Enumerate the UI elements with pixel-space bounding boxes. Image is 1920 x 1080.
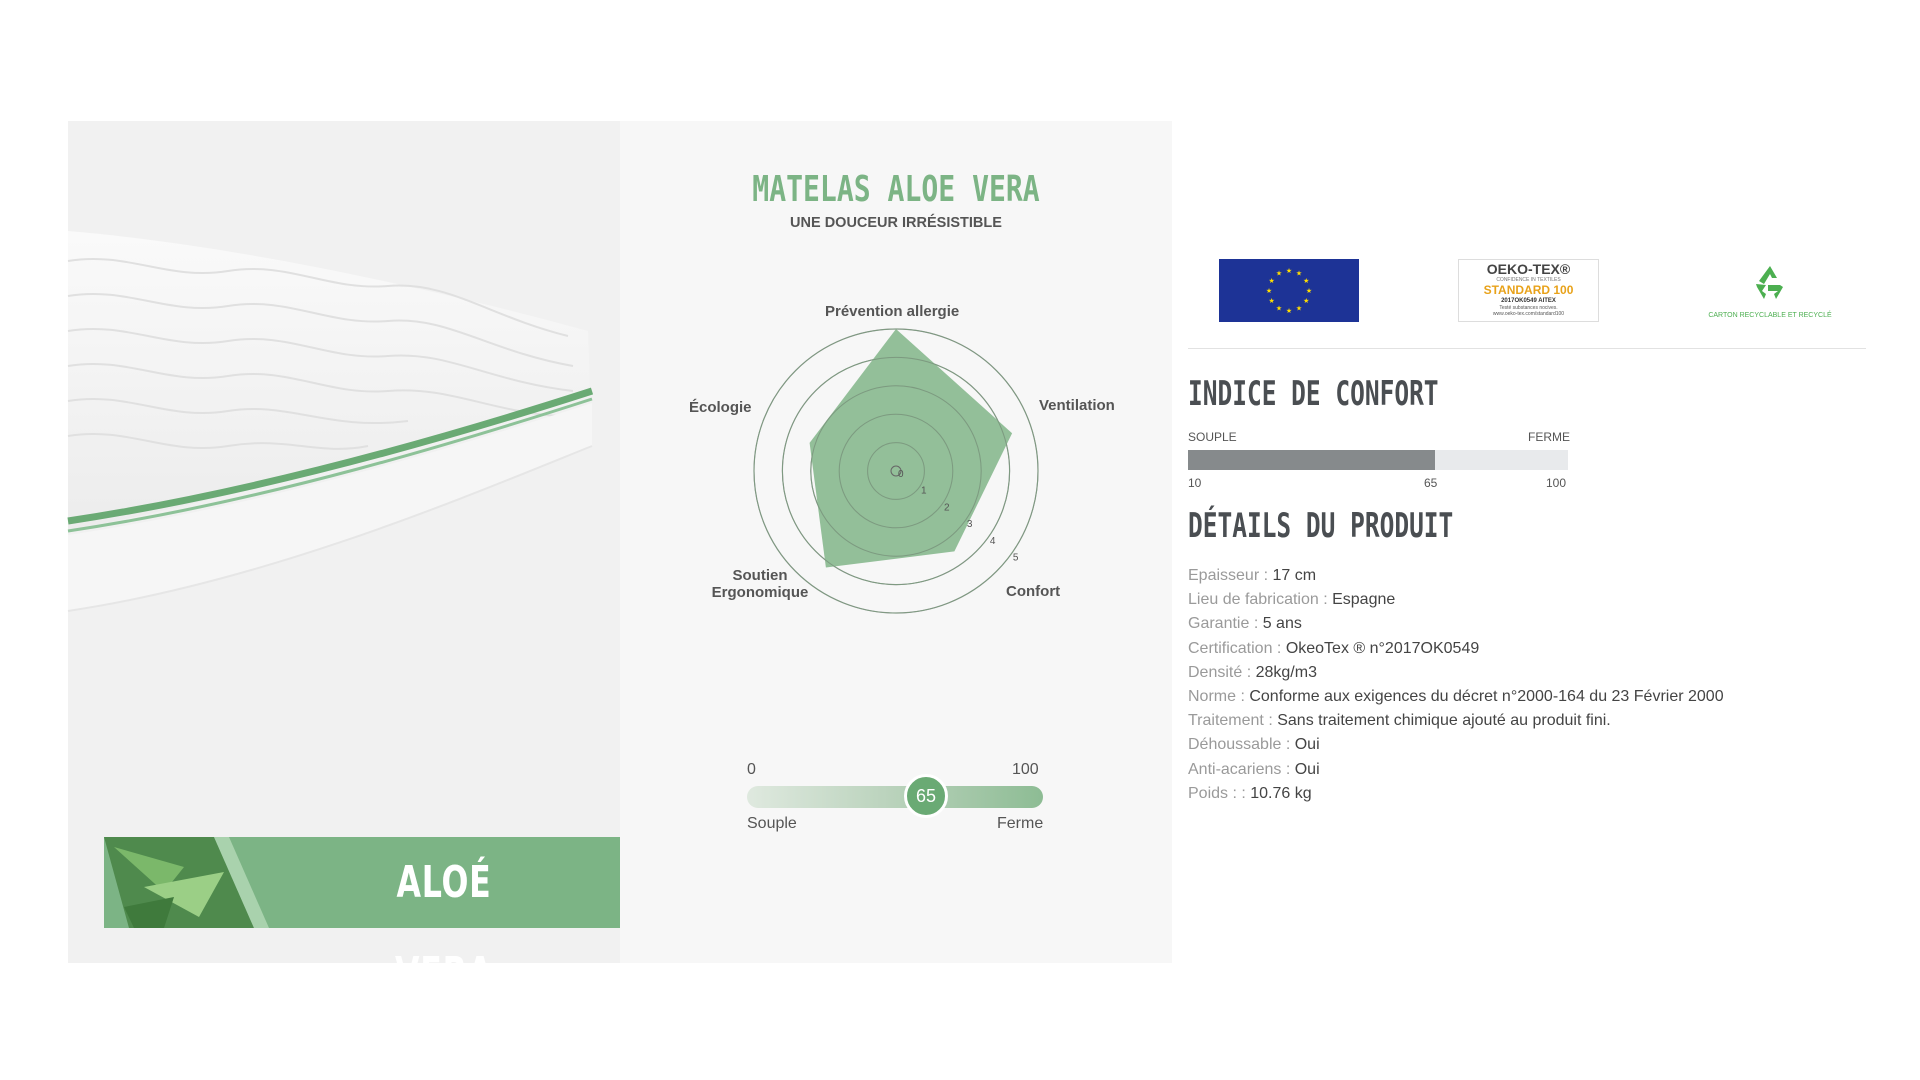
infographic-title: MATELAS ALOE VERA <box>752 169 1040 210</box>
detail-value: 10.76 kg <box>1250 784 1312 802</box>
detail-row <box>1188 612 1724 636</box>
radar-label-ventilation: Ventilation <box>1039 397 1115 414</box>
radar-scale-label: 2 <box>943 502 950 514</box>
comfort-title: INDICE DE CONFORT <box>1188 374 1439 414</box>
radar-label-soutien <box>700 567 820 601</box>
radar-label-soutien-line2: Ergonomique <box>711 584 809 601</box>
firmness-slider-track <box>747 786 1043 808</box>
comfort-max: 100 <box>1546 476 1567 490</box>
detail-label: Déhoussable : <box>1188 736 1295 754</box>
comfort-left-label: SOUPLE <box>1188 430 1237 444</box>
product-image-panel <box>68 121 620 999</box>
detail-value: 17 cm <box>1272 567 1317 584</box>
eu-star: ★ <box>1265 288 1273 295</box>
eu-star: ★ <box>1295 270 1303 278</box>
product-name: ALOÉ VERA <box>395 857 493 999</box>
radar-scale-label: 4 <box>989 535 996 547</box>
detail-value: OkeoTex ® n°2017OK0549 <box>1285 639 1480 657</box>
detail-value: Conforme aux exigences du décret n°2000-164 du 23 Février 2000 <box>1249 687 1724 705</box>
eu-star: ★ <box>1305 288 1313 295</box>
radar-label-ecologie: Écologie <box>689 399 752 416</box>
eu-star: ★ <box>1303 298 1310 305</box>
eu-star: ★ <box>1285 308 1293 315</box>
slider-max-value: 100 <box>1012 761 1039 778</box>
oeko-tagline: CONFIDENCE IN TEXTILES <box>1496 277 1561 283</box>
oeko-url: www.oeko-tex.com/standard100 <box>1492 311 1565 317</box>
eu-flag-logo <box>1219 259 1359 322</box>
detail-row <box>1188 733 1724 757</box>
radar-label-confort: Confort <box>1006 583 1061 600</box>
detail-value: 5 ans <box>1262 615 1302 633</box>
detail-value: Oui <box>1294 760 1320 778</box>
detail-label: Densité : <box>1188 663 1256 681</box>
oeko-number: 2017OK0549 AITEX <box>1501 298 1556 304</box>
radar-scale-label: 5 <box>1012 552 1019 564</box>
slider-min-value: 0 <box>747 761 756 778</box>
divider <box>1188 348 1866 349</box>
eu-star: ★ <box>1295 305 1303 313</box>
detail-label: Poids : : <box>1188 784 1251 802</box>
detail-value: Oui <box>1294 736 1320 754</box>
oeko-tex-label <box>1458 259 1599 322</box>
product-name-band <box>104 837 620 999</box>
detail-label: Anti-acariens : <box>1188 760 1295 778</box>
recycle-icon <box>1750 263 1790 303</box>
details-title: DÉTAILS DU PRODUIT <box>1188 506 1454 546</box>
detail-row <box>1188 588 1724 612</box>
oeko-tested: Testé substances nocives. <box>1499 305 1558 311</box>
detail-label: Certification : <box>1188 639 1286 657</box>
infographic-subtitle: UNE DOUCEUR IRRÉSISTIBLE <box>790 215 1002 231</box>
recycle-logo <box>1690 259 1850 322</box>
eu-star: ★ <box>1275 305 1283 313</box>
comfort-min: 10 <box>1188 476 1202 490</box>
slider-right-label: Ferme <box>997 815 1044 832</box>
detail-row <box>1188 637 1724 661</box>
detail-label: Traitement : <box>1188 712 1278 730</box>
detail-row <box>1188 709 1724 733</box>
eu-star: ★ <box>1303 278 1310 285</box>
detail-label: Lieu de fabrication : <box>1188 591 1333 609</box>
infographic-panel <box>620 121 1172 963</box>
eu-star: ★ <box>1268 298 1275 305</box>
detail-row <box>1188 758 1724 782</box>
comfort-value: 65 <box>1424 476 1438 490</box>
oeko-brand: OEKO-TEX® <box>1486 261 1571 277</box>
radar-label-prevention: Prévention allergie <box>825 303 960 320</box>
eu-star: ★ <box>1275 270 1283 278</box>
comfort-right-label: FERME <box>1528 430 1570 444</box>
radar-scale-label: 3 <box>966 519 973 531</box>
detail-label: Norme : <box>1188 687 1250 705</box>
detail-label: Garantie : <box>1188 615 1263 633</box>
radar-chart <box>620 301 1172 641</box>
eu-star: ★ <box>1285 268 1293 275</box>
radar-label-soutien-line1: Soutien <box>732 567 788 584</box>
detail-row <box>1188 661 1724 685</box>
detail-value: 28kg/m3 <box>1255 663 1317 681</box>
slider-left-label: Souple <box>747 815 797 832</box>
detail-row <box>1188 564 1724 588</box>
details-list <box>1188 564 1724 806</box>
eu-star: ★ <box>1268 278 1275 285</box>
detail-row <box>1188 782 1724 806</box>
detail-value: Espagne <box>1332 591 1396 609</box>
radar-polygon <box>810 329 1013 568</box>
aloe-leaf-image <box>104 837 264 928</box>
oeko-standard: STANDARD 100 <box>1483 283 1574 297</box>
recycle-text: CARTON RECYCLABLE ET RECYCLÉ <box>1708 312 1832 319</box>
firmness-slider-knob: 65 <box>904 774 948 818</box>
comfort-gauge-fill <box>1188 450 1435 470</box>
detail-row <box>1188 685 1724 709</box>
detail-label: Epaisseur : <box>1188 567 1273 584</box>
detail-value: Sans traitement chimique ajouté au produit fini. <box>1277 712 1611 730</box>
radar-scale-label: 0 <box>898 469 904 480</box>
radar-scale-label: 1 <box>920 485 927 497</box>
